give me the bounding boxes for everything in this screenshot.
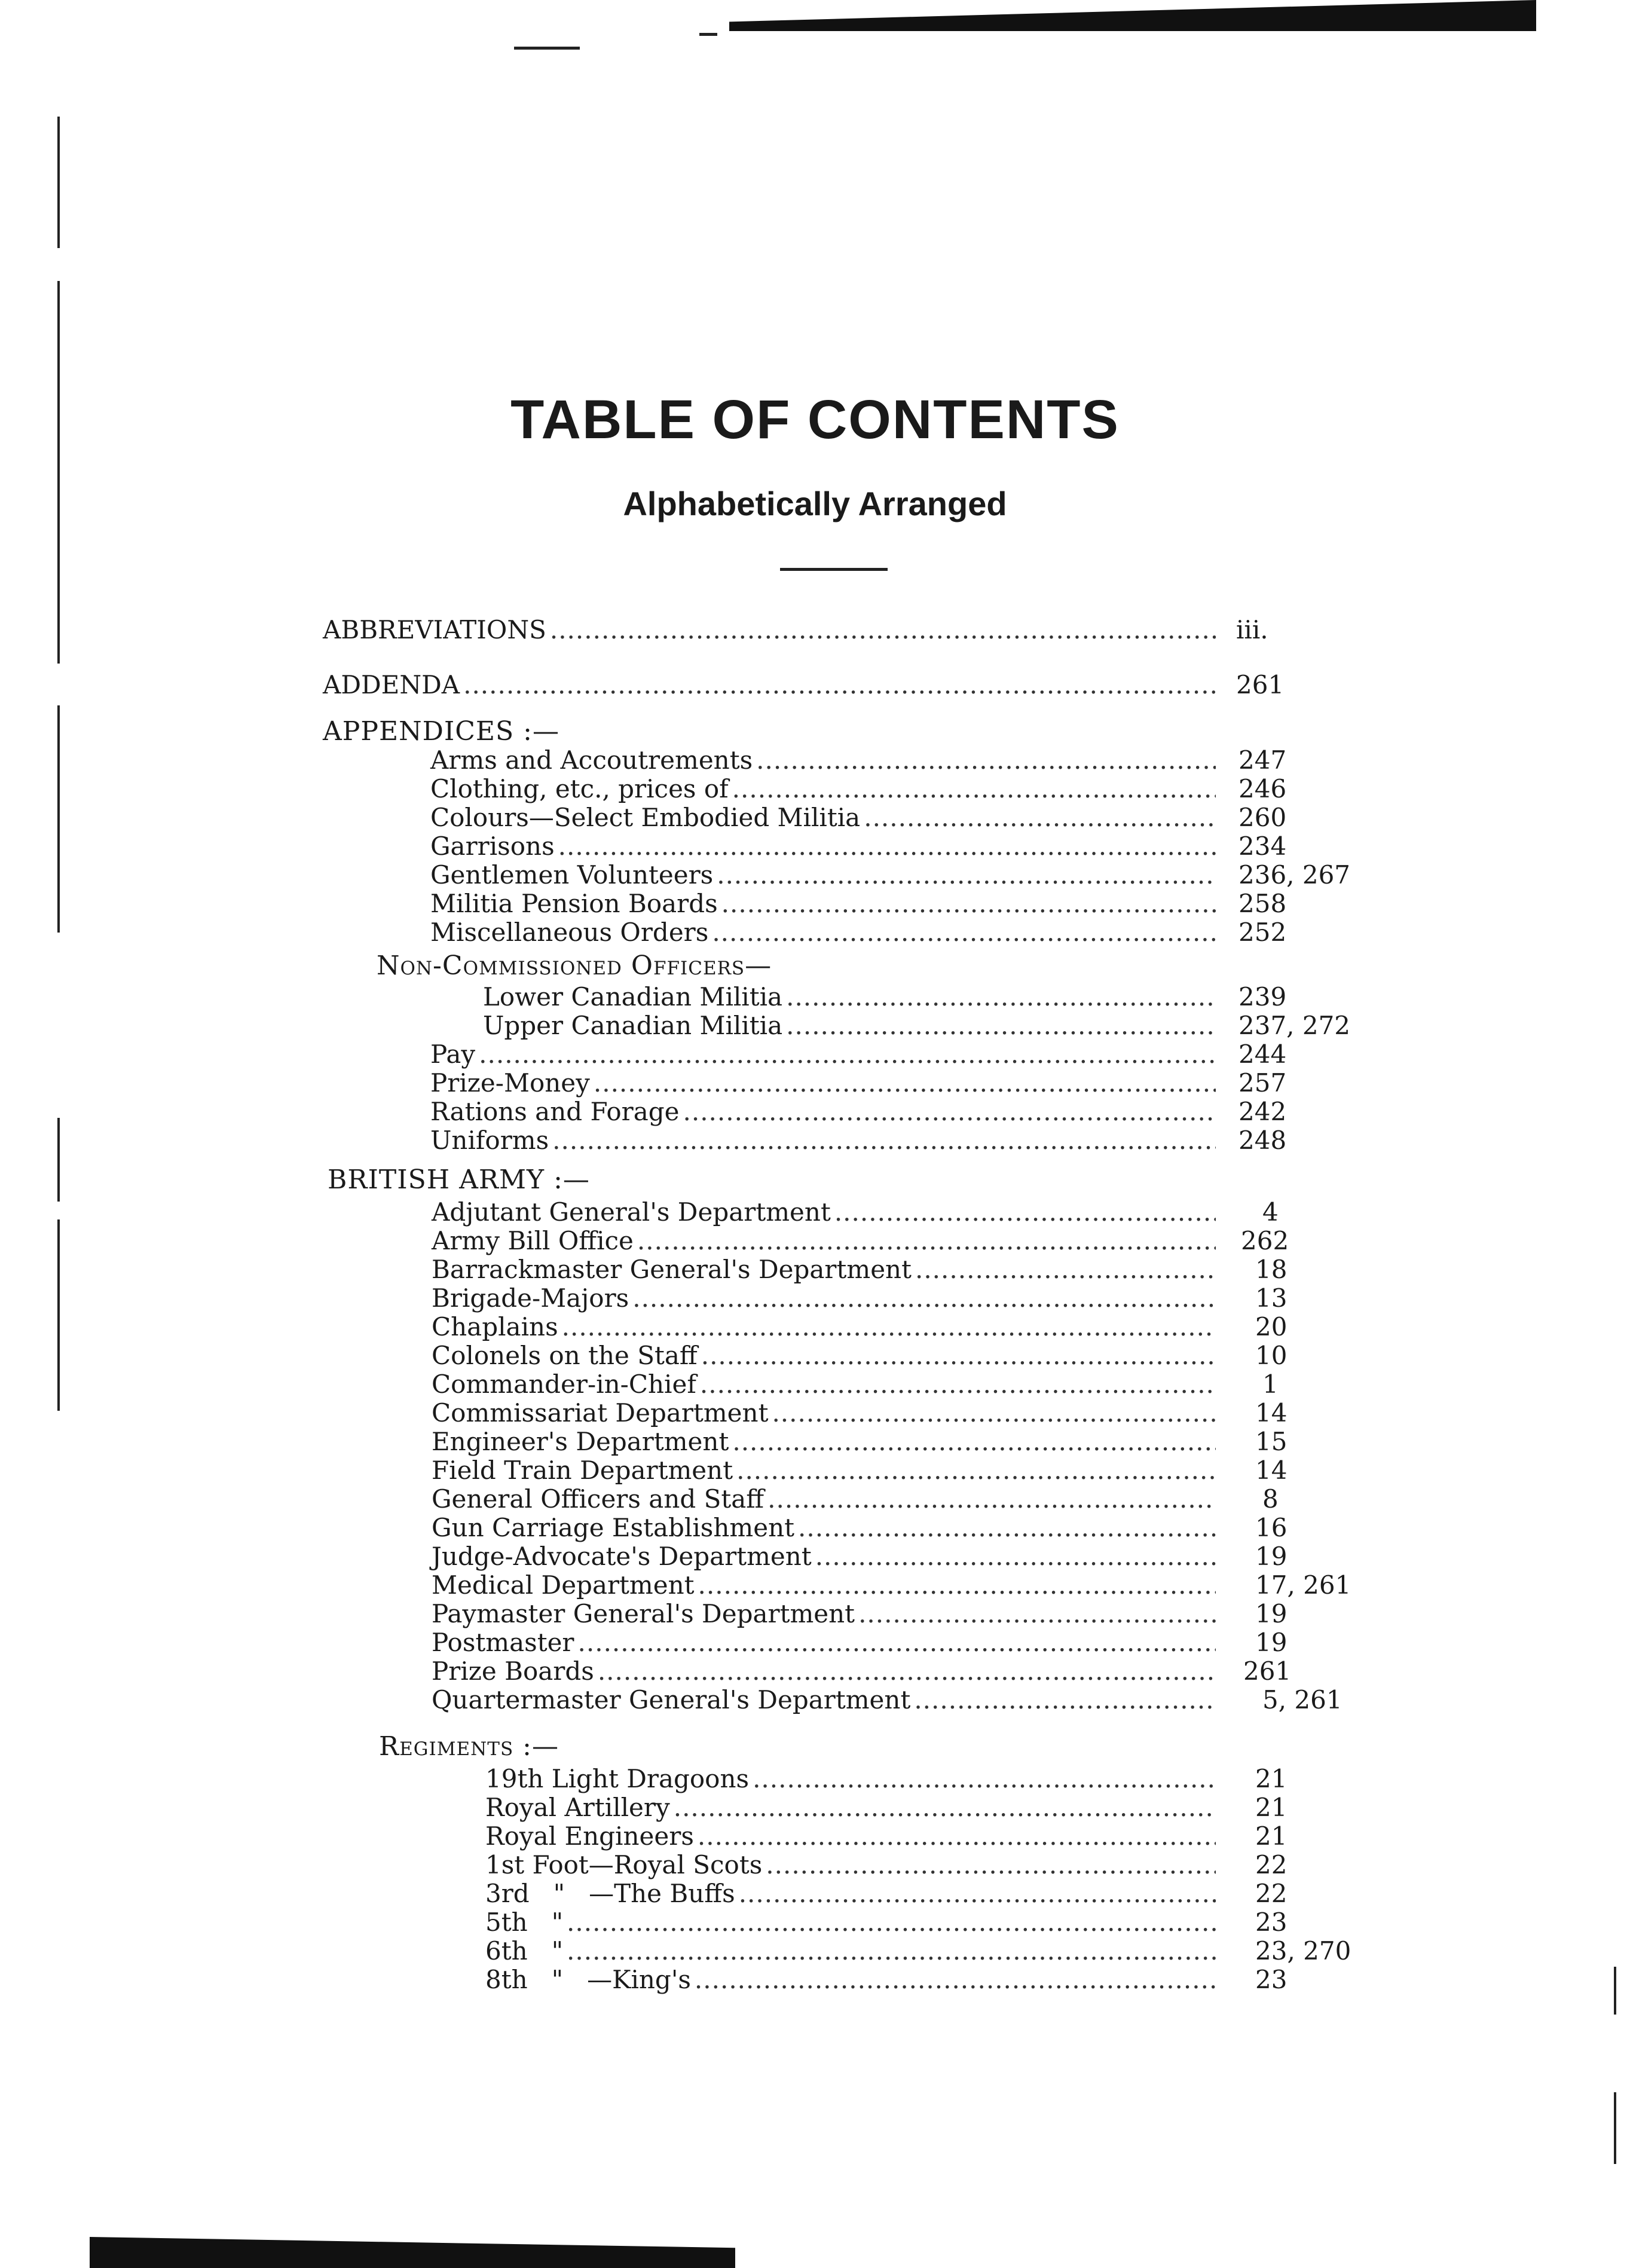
toc-page-number: 13 <box>1255 1283 1288 1313</box>
toc-page-number: 21 <box>1255 1821 1288 1851</box>
toc-page-number: 1 <box>1262 1370 1279 1399</box>
toc-entry[interactable]: Rations and Forage ..... <box>430 1098 1219 1126</box>
toc-entry[interactable]: Prize-Money ..... <box>430 1069 1219 1098</box>
toc-entry[interactable]: Militia Pension Boards ..... <box>430 890 1219 918</box>
toc-entry[interactable]: 5th " ..... <box>485 1908 1219 1937</box>
toc-entry[interactable]: Lower Canadian Militia ..... <box>483 983 1219 1011</box>
toc-page-number: 236, 267 <box>1238 860 1351 890</box>
toc-page-number: 257 <box>1238 1068 1287 1098</box>
toc-entry[interactable]: Colonels on the Staff ..... <box>432 1341 1219 1370</box>
toc-page-number: 18 <box>1255 1255 1288 1284</box>
toc-page-number: 14 <box>1255 1456 1288 1485</box>
toc-page-number: 252 <box>1238 918 1287 947</box>
toc-entry[interactable]: Army Bill Office ..... <box>432 1227 1219 1255</box>
section-heading-british-army: BRITISH ARMY :— <box>328 1164 590 1195</box>
toc-page-number: 20 <box>1255 1312 1288 1341</box>
toc-page-number: 21 <box>1255 1764 1288 1793</box>
toc-page-number: 234 <box>1238 832 1287 861</box>
toc-entry[interactable]: 1st Foot—Royal Scots ..... <box>485 1851 1219 1879</box>
toc-entry[interactable]: Arms and Accoutrements ..... <box>430 746 1219 775</box>
toc-page-number: 258 <box>1238 889 1287 918</box>
toc-page-number: 10 <box>1255 1341 1288 1370</box>
toc-entry[interactable]: Miscellaneous Orders ..... <box>430 918 1219 947</box>
toc-entry[interactable]: Pay ..... <box>430 1040 1219 1069</box>
toc-page-number: 262 <box>1241 1226 1289 1255</box>
toc-page-number: 8 <box>1262 1484 1279 1514</box>
subsection-heading-regiments: Regiments :— <box>379 1731 559 1762</box>
toc-entry[interactable]: General Officers and Staff ..... <box>432 1485 1219 1514</box>
toc-entry[interactable]: Postmaster ..... <box>432 1628 1219 1657</box>
toc-page-number: 19 <box>1255 1542 1288 1571</box>
toc-page-number: 237, 272 <box>1238 1011 1351 1040</box>
toc-entry[interactable]: Gun Carriage Establishment ..... <box>432 1514 1219 1542</box>
toc-page-number: 19 <box>1255 1628 1288 1657</box>
toc-entry[interactable]: Royal Artillery ..... <box>485 1793 1219 1822</box>
toc-page-number: 247 <box>1238 745 1287 775</box>
section-heading-appendices: APPENDICES :— <box>323 716 560 747</box>
toc-entry[interactable]: Commander-in-Chief ..... <box>432 1370 1219 1399</box>
toc-entry[interactable]: Clothing, etc., prices of ..... <box>430 775 1219 803</box>
toc-entry[interactable]: Colours—Select Embodied Militia ..... <box>430 803 1219 832</box>
toc-entry[interactable]: Uniforms ..... <box>430 1126 1219 1155</box>
toc-page-number: 23 <box>1255 1965 1288 1994</box>
toc-page-number: 244 <box>1238 1040 1287 1069</box>
toc-entry[interactable]: Royal Engineers ..... <box>485 1822 1219 1851</box>
toc-entry[interactable]: 19th Light Dragoons ..... <box>485 1765 1219 1793</box>
toc-entry[interactable]: Judge-Advocate's Department ..... <box>432 1542 1219 1571</box>
toc-entry[interactable]: Medical Department ..... <box>432 1571 1219 1600</box>
toc-page-number: 261 <box>1236 670 1285 699</box>
toc-entry[interactable]: Barrackmaster General's Department ..... <box>432 1255 1219 1284</box>
toc-entry[interactable]: Commissariat Department ..... <box>432 1399 1219 1428</box>
toc-entry[interactable]: Adjutant General's Department ..... <box>432 1198 1219 1227</box>
toc-entry[interactable]: Brigade-Majors ..... <box>432 1284 1219 1313</box>
toc-page-number: 15 <box>1255 1427 1288 1456</box>
toc-page-number: 261 <box>1243 1656 1292 1686</box>
toc-page-number: 14 <box>1255 1398 1288 1428</box>
toc-entry[interactable]: 8th " —King's ..... <box>485 1966 1219 1994</box>
toc-entry[interactable]: Upper Canadian Militia ..... <box>483 1011 1219 1040</box>
toc-entry[interactable]: Paymaster General's Department ..... <box>432 1600 1219 1628</box>
toc-page-number: 22 <box>1255 1879 1288 1908</box>
toc-page-number: 21 <box>1255 1793 1288 1822</box>
toc-entry[interactable]: Gentlemen Volunteers ..... <box>430 861 1219 890</box>
toc-entry[interactable]: Engineer's Department ..... <box>432 1428 1219 1456</box>
toc-entry[interactable]: 6th " ..... <box>485 1937 1219 1966</box>
toc-entry[interactable]: Garrisons ..... <box>430 832 1219 861</box>
toc-entry[interactable]: 3rd " —The Buffs ..... <box>485 1879 1219 1908</box>
toc-entry[interactable]: ADDENDA ..... <box>323 671 1219 699</box>
toc-page-number: 248 <box>1238 1126 1287 1155</box>
toc-entry[interactable]: ABBREVIATIONS ..... <box>323 616 1219 644</box>
toc-entry[interactable]: Quartermaster General's Department ..... <box>432 1686 1219 1714</box>
page-title: TABLE OF CONTENTS <box>510 389 1120 450</box>
toc-page-number: 260 <box>1238 803 1287 832</box>
toc-page-number: 5, 261 <box>1262 1685 1342 1714</box>
subsection-heading-nco: Non-Commissioned Officers— <box>377 950 772 981</box>
toc-entry[interactable]: Field Train Department ..... <box>432 1456 1219 1485</box>
toc-page-number: 23, 270 <box>1255 1936 1351 1966</box>
toc-entry[interactable]: Prize Boards ..... <box>432 1657 1219 1686</box>
toc-page-number: 4 <box>1262 1197 1279 1227</box>
page-subtitle: Alphabetically Arranged <box>623 485 1007 522</box>
toc-page-number: 17, 261 <box>1255 1570 1351 1600</box>
toc-page-number: 19 <box>1255 1599 1288 1628</box>
toc-page-number: 239 <box>1238 982 1287 1011</box>
toc-page-number: 242 <box>1238 1097 1287 1126</box>
toc-page-number: 16 <box>1255 1513 1288 1542</box>
toc-page-number: 246 <box>1238 774 1287 803</box>
toc-page-number: iii. <box>1236 615 1268 644</box>
toc-page-number: 22 <box>1255 1850 1288 1879</box>
toc-page-number: 23 <box>1255 1908 1288 1937</box>
toc-entry[interactable]: Chaplains ..... <box>432 1313 1219 1341</box>
